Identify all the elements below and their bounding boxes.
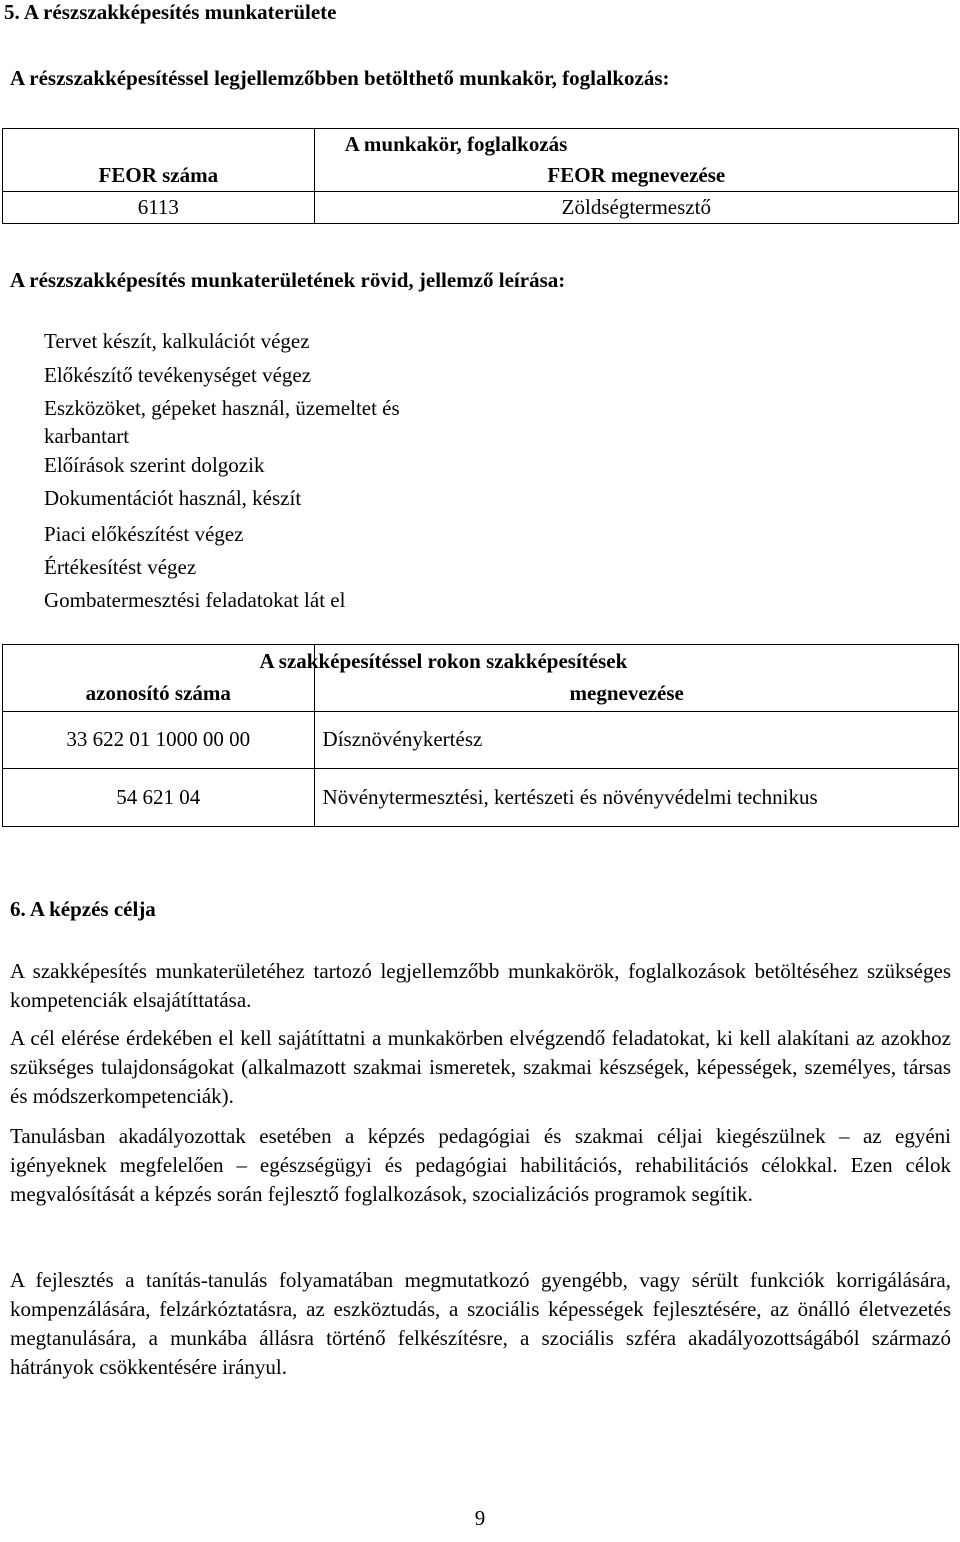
section-5-heading: 5. A részszakképesítés munkaterülete (4, 0, 337, 24)
list-item: Értékesítést végez (44, 555, 197, 579)
list-item: Eszközöket, gépeket használ, üzemeltet és (44, 396, 400, 420)
related-name-header: megnevezése (314, 677, 958, 712)
table-row (3, 769, 959, 827)
list-item: Előkészítő tevékenységet végez (44, 363, 312, 387)
table-row (3, 712, 959, 769)
goal-paragraph: A fejlesztés a tanítás-tanulás folyamatában megmutatkozó gyengébb, vagy sérült funkciók korrigálására, kompenzálására, felzárkóztatásra, az eszköztudás, a szociális képességek fejlesztésére, az önálló életvezetés megtanulására, a munkába állásra történő felkészítésre, a szociális szféra akadályozottságából származó hátrányok csökkentésére irányul. (10, 1268, 951, 1379)
table-row (3, 192, 959, 224)
related-code-cell: 33 622 01 1000 00 00 (3, 712, 315, 769)
feor-code-header: FEOR száma (3, 160, 315, 192)
page-number: 9 (474, 1506, 486, 1530)
list-item: Dokumentációt használ, készít (44, 486, 302, 510)
list-item: karbantart (44, 424, 130, 448)
list-item: Tervet készít, kalkulációt végez (44, 329, 310, 353)
section-6-heading: 6. A képzés célja (10, 897, 156, 921)
related-code-header: azonosító száma (3, 677, 315, 712)
related-table-group-row (3, 645, 959, 678)
related-name-cell: Dísznövénykertész (314, 712, 958, 769)
related-name-cell: Növénytermesztési, kertészeti és növényvédelmi technikus (314, 769, 958, 827)
feor-name-cell: Zöldségtermesztő (314, 192, 958, 224)
goal-paragraph: Tanulásban akadályozottak esetében a képzés pedagógiai és szakmai céljai kiegészülnek – az egyéni igényeknek megfelelően – egészségügyi és pedagógiai habilitációs, rehabilitációs célokkal. Ezen célok megvalósítását a képzés során fejlesztő foglalkozások, szocializációs programok segítik. (10, 1124, 951, 1206)
related-qualifications-table (2, 644, 959, 827)
feor-table-group-row (3, 129, 959, 161)
feor-code-cell: 6113 (3, 192, 315, 224)
goal-paragraph: A szakképesítés munkaterületéhez tartozó legjellemzőbb munkakörök, foglalkozások betöltéséhez szükséges kompetenciák elsajátíttatása. (10, 959, 951, 1012)
feor-table-header-row (3, 160, 959, 192)
related-table-header-row (3, 677, 959, 712)
list-item: Gombatermesztési feladatokat lát el (44, 588, 346, 612)
section-5-subheading: A részszakképesítéssel legjellemzőbben betölthető munkakör, foglalkozás: (10, 66, 670, 90)
goal-paragraph: A cél elérése érdekében el kell sajátíttatni a munkakörben elvégzendő feladatokat, ki kell alakítani az azokhoz szükséges tulajdonságokat (alkalmazott szakmai ismeretek, szakmai készségek, képességek, személyes, társas és módszerkompetenciák). (10, 1026, 951, 1108)
list-item: Előírások szerint dolgozik (44, 453, 265, 477)
related-code-cell: 54 621 04 (3, 769, 315, 827)
feor-name-header: FEOR megnevezése (314, 160, 958, 192)
feor-table (2, 128, 959, 224)
list-item: Piaci előkészítést végez (44, 522, 244, 546)
feor-group-header: A munkakör, foglalkozás (314, 129, 958, 161)
related-group-header: A szakképesítéssel rokon szakképesítések (259, 649, 628, 673)
description-heading: A részszakképesítés munkaterületének rövid, jellemző leírása: (10, 268, 566, 292)
